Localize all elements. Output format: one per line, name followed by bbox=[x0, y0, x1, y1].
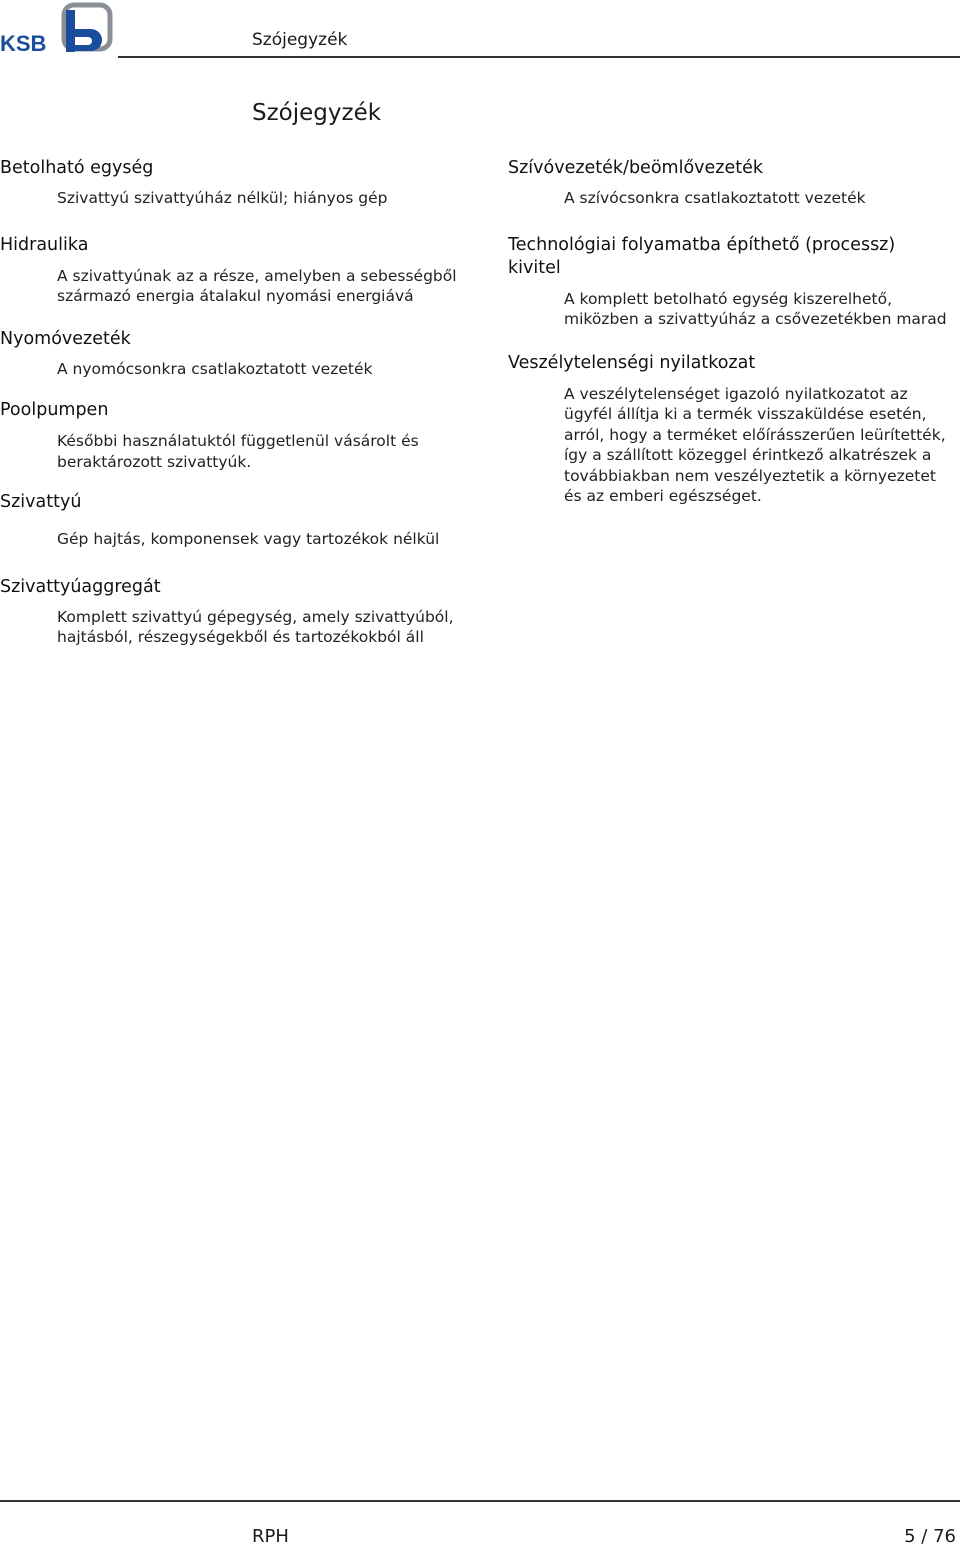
glossary-term: Veszélytelenségi nyilatkozat bbox=[508, 352, 756, 373]
glossary-entry bbox=[0, 157, 470, 209]
glossary-term: Hidraulika bbox=[0, 234, 89, 255]
glossary-entry bbox=[0, 234, 470, 307]
svg-text:KSB: KSB bbox=[0, 31, 47, 54]
glossary-definition: Későbbi használatuktól függetlenül vásárolt és beraktározott szivattyúk. bbox=[57, 432, 419, 471]
glossary-definition: A nyomócsonkra csatlakoztatott vezeték bbox=[57, 359, 373, 378]
glossary-term: Szívóvezeték/beömlővezeték bbox=[508, 158, 763, 178]
glossary-left-column bbox=[0, 157, 470, 648]
footer-page-number: 5 / 76 bbox=[904, 1526, 956, 1547]
glossary-entry bbox=[0, 399, 470, 472]
glossary-term: Szivattyúaggregát bbox=[0, 576, 161, 597]
glossary-definition: A komplett betolható egység kiszerelhető, miközben a szivattyúház a csővezetékben marad bbox=[564, 289, 947, 328]
glossary-term: Nyomóvezeték bbox=[0, 328, 131, 349]
glossary-entry bbox=[508, 352, 960, 507]
glossary-entry bbox=[0, 491, 470, 550]
glossary-term: Technológiai folyamatba építhető (processz) kivitel bbox=[508, 234, 896, 278]
ksb-logo bbox=[0, 2, 115, 54]
glossary-definition: A szivattyúnak az a része, amelyben a sebességből származó energia átalakul nyomási energiává bbox=[57, 266, 457, 305]
glossary-entry bbox=[508, 234, 960, 330]
glossary-definition: A szívócsonkra csatlakoztatott vezeték bbox=[564, 189, 866, 207]
glossary-entry bbox=[0, 576, 470, 648]
glossary-definition: Szivattyú szivattyúház nélkül; hiányos gép bbox=[57, 189, 388, 207]
glossary-definition: A veszélytelenséget igazoló nyilatkozatot az ügyfél állítja ki a termék visszaküldése esetén, arról, hogy a terméket előírásszerűen leürítették, így a szállított közeggel érintkező alkatrészek a továbbiakban nem veszélyeztetik a környezetet és az emberi egészséget. bbox=[564, 384, 946, 505]
footer-document-code: RPH bbox=[252, 1526, 289, 1547]
glossary-term: Poolpumpen bbox=[0, 400, 109, 420]
glossary-definition: Komplett szivattyú gépegység, amely szivattyúból, hajtásból, részegységekből és tartozékokból áll bbox=[57, 607, 454, 646]
header-section-title: Szójegyzék bbox=[252, 30, 348, 50]
page-title: Szójegyzék bbox=[252, 100, 382, 126]
glossary-definition: Gép hajtás, komponensek vagy tartozékok nélkül bbox=[57, 530, 440, 548]
header-divider bbox=[118, 56, 960, 58]
glossary-entry bbox=[508, 157, 960, 209]
footer-divider bbox=[0, 1500, 960, 1502]
glossary-right-column bbox=[508, 157, 960, 507]
glossary-term: Szivattyú bbox=[0, 492, 82, 512]
glossary-term: Betolható egység bbox=[0, 158, 154, 178]
glossary-entry bbox=[0, 328, 470, 380]
ksb-logo-icon bbox=[0, 2, 115, 54]
